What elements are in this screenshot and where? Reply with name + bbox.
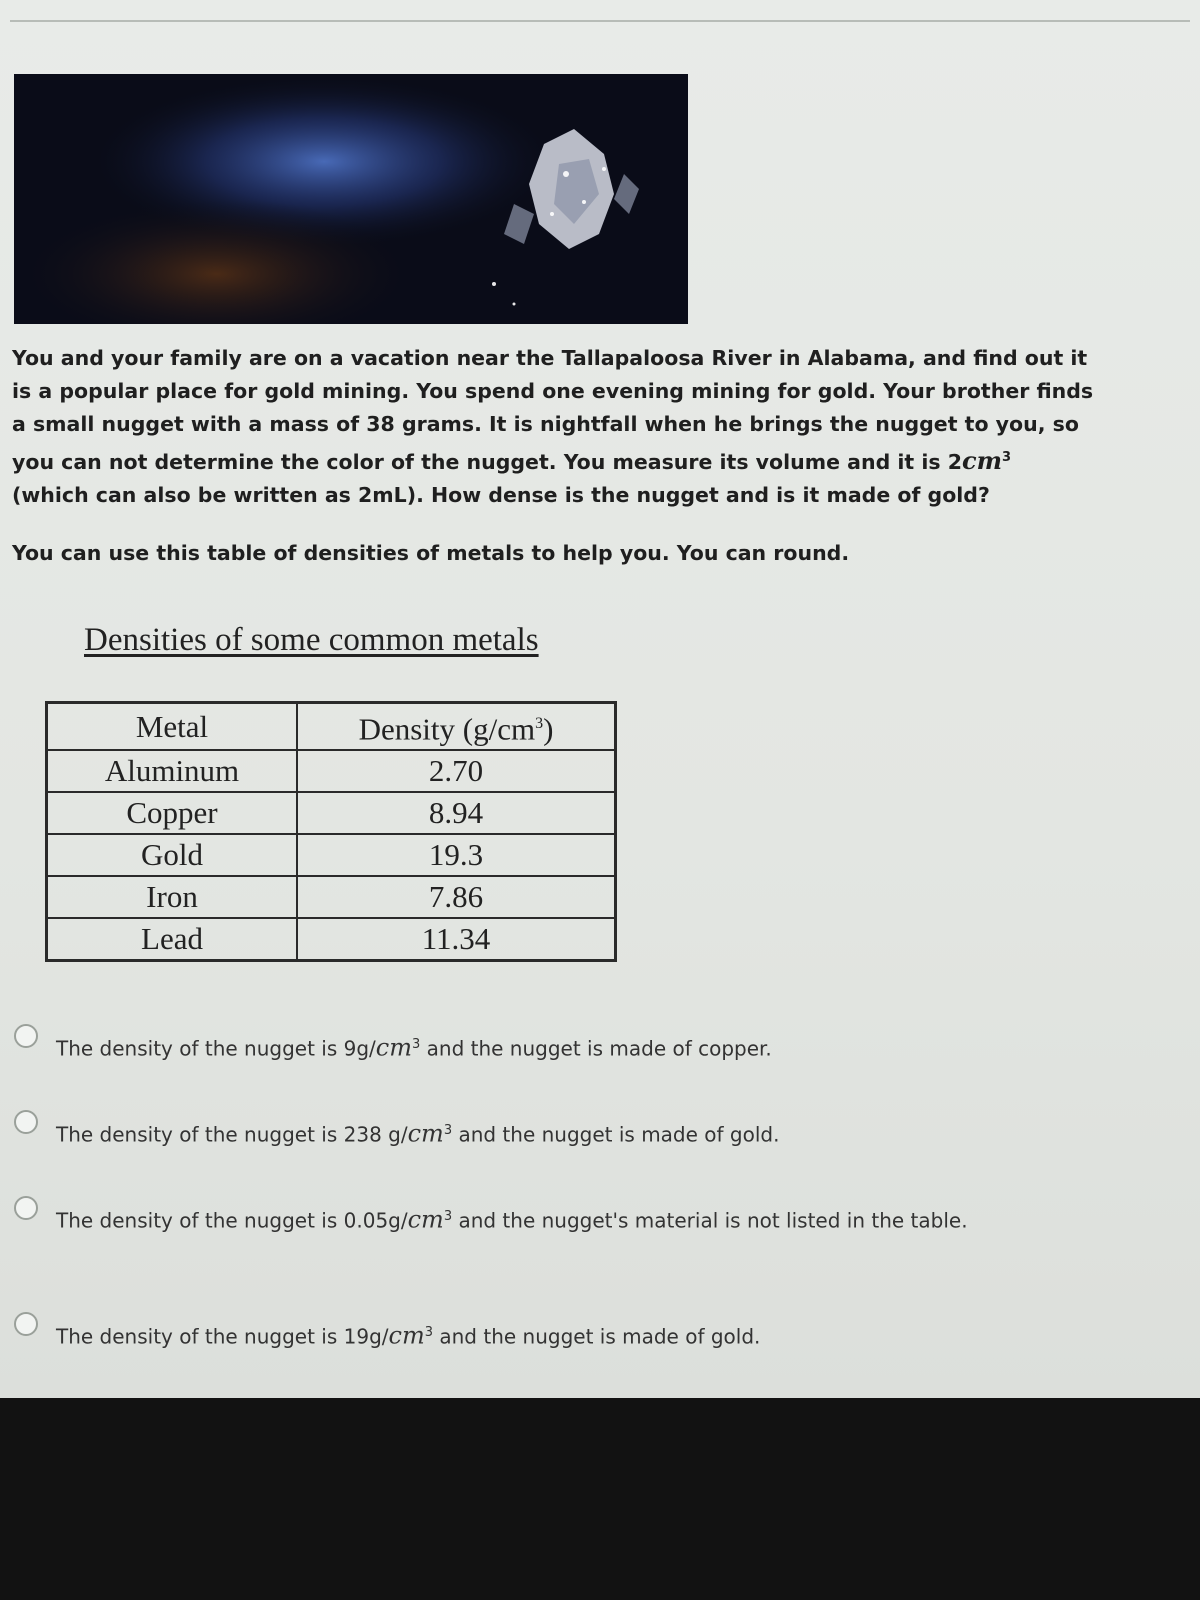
answer-option-label[interactable]	[56, 1196, 1034, 1236]
density-cell: 7.86	[297, 876, 616, 918]
answer-option-2[interactable]	[14, 1110, 1034, 1150]
option-prefix: The density of the nugget is 9g/	[56, 1036, 376, 1061]
table-row	[47, 750, 616, 792]
question-line-prefix: you can not determine the color of the nugget. You measure its volume and it is 2	[12, 449, 962, 474]
metal-cell: Copper	[47, 792, 298, 834]
question-line: (which can also be written as 2mL). How dense is the nugget and is it made of gold?	[12, 482, 990, 507]
option-unit: cm	[407, 1119, 444, 1148]
table-row	[47, 918, 616, 961]
option-exponent: 3	[443, 1209, 453, 1224]
answer-option-label[interactable]	[56, 1312, 1034, 1352]
option-prefix: The density of the nugget is 238 g/	[56, 1122, 408, 1147]
metal-cell: Iron	[47, 876, 298, 918]
option-exponent: 3	[412, 1037, 421, 1052]
option-prefix: The density of the nugget is 19g/	[56, 1324, 389, 1349]
density-cell: 19.3	[297, 834, 616, 876]
header-density-label: Density (g/cm	[358, 711, 536, 747]
table-header-row	[47, 703, 616, 751]
option-suffix: and the nugget is made of gold.	[433, 1324, 761, 1349]
table-title: Densities of some common metals	[84, 622, 539, 658]
question-line: You and your family are on a vacation near the Tallapaloosa River in Alabama, and find out it	[12, 346, 1088, 370]
radio-button[interactable]	[14, 1110, 38, 1134]
radio-button[interactable]	[14, 1312, 38, 1336]
option-unit: cm	[388, 1321, 425, 1350]
option-exponent: 3	[424, 1325, 434, 1340]
question-text	[12, 342, 1142, 512]
answer-option-label[interactable]	[56, 1110, 1034, 1150]
density-cell: 11.34	[297, 918, 616, 961]
table-row	[47, 792, 616, 834]
unit-exponent: 3	[1002, 450, 1012, 465]
option-unit: cm	[375, 1033, 412, 1062]
header-density-close: )	[543, 711, 554, 747]
question-line: is a popular place for gold mining. You spend one evening mining for gold. Your brother finds	[12, 379, 1094, 403]
nugget-image	[14, 74, 688, 324]
option-suffix: and the nugget's material is not listed in the table.	[452, 1208, 968, 1233]
option-prefix: The density of the nugget is 0.05g/	[56, 1208, 408, 1233]
table-row	[47, 876, 616, 918]
option-unit: cm	[407, 1205, 444, 1234]
densities-table	[45, 701, 617, 962]
option-suffix: and the nugget is made of gold.	[452, 1122, 780, 1147]
header-metal: Metal	[47, 703, 298, 751]
radio-button[interactable]	[14, 1024, 38, 1048]
option-suffix: and the nugget is made of copper.	[420, 1036, 772, 1061]
hint-text: You can use this table of densities of metals to help you. You can round.	[12, 541, 850, 565]
question-line	[12, 441, 1142, 479]
answer-option-label[interactable]	[56, 1024, 1034, 1064]
unit-cm: cm	[961, 445, 1002, 475]
answer-option-3[interactable]	[14, 1196, 1034, 1236]
header-density	[297, 703, 616, 751]
answer-option-1[interactable]	[14, 1024, 1034, 1064]
table-row	[47, 834, 616, 876]
question-line: a small nugget with a mass of 38 grams. It is nightfall when he brings the nugget to you, so	[12, 412, 1079, 436]
radio-button[interactable]	[14, 1196, 38, 1220]
density-cell: 8.94	[297, 792, 616, 834]
density-cell: 2.70	[297, 750, 616, 792]
option-exponent: 3	[443, 1123, 453, 1138]
gold-nugget-photo	[14, 74, 688, 324]
metal-cell: Lead	[47, 918, 298, 961]
header-density-exponent: 3	[535, 715, 544, 732]
metal-cell: Gold	[47, 834, 298, 876]
metal-cell: Aluminum	[47, 750, 298, 792]
divider	[10, 20, 1190, 22]
answer-option-4[interactable]	[14, 1312, 1034, 1352]
